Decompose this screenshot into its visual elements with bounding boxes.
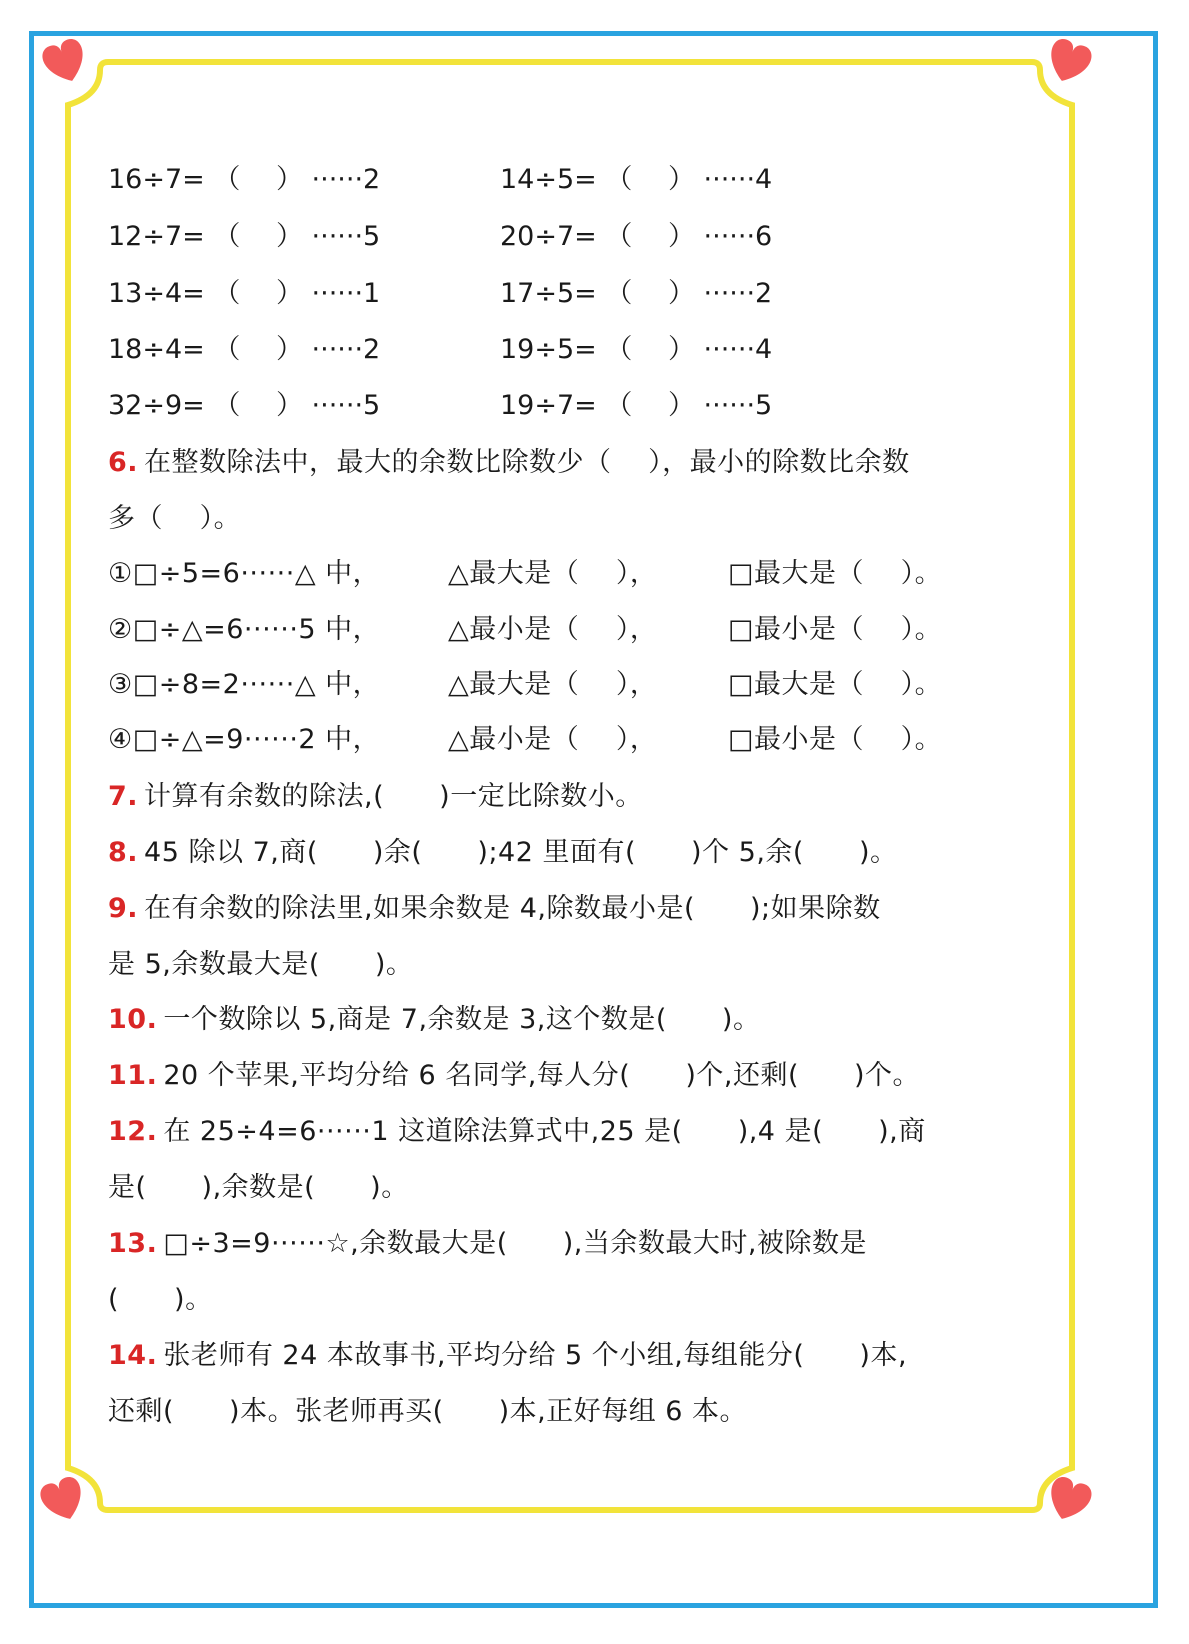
question-text: □÷3=9······☆,余数最大是( ),当余数最大时,被除数是 (163, 1228, 867, 1259)
equation-left-4: 18÷4= （ ） ······2 (108, 334, 381, 365)
equation-right-5: 19÷7= （ ） ······5 (500, 390, 773, 421)
question-text: 张老师有 24 本故事书,平均分给 5 个小组,每组能分( )本, (163, 1340, 908, 1371)
question-10 (108, 1004, 760, 1036)
sub-answer-b: □最小是（ ）。 (728, 724, 943, 755)
question-number: 14. (108, 1340, 158, 1371)
equation-left-1: 16÷7= （ ） ······2 (108, 164, 381, 195)
question-13-line-2: ( )。 (108, 1284, 213, 1315)
question-text: 在 25÷4=6······1 这道除法算式中,25 是( ),4 是( ),商 (163, 1116, 926, 1147)
sub-answer-a: △最大是（ ）， (448, 669, 658, 700)
question-11 (108, 1060, 920, 1092)
sub-expression: ①□÷5=6······△ 中， (108, 558, 381, 589)
question-text: 在有余数的除法里,如果余数是 4,除数最小是( );如果除数 (144, 893, 881, 924)
question-text: 45 除以 7,商( )余( );42 里面有( )个 5,余( )。 (144, 837, 898, 868)
question-number: 7. (108, 781, 139, 812)
question-number: 11. (108, 1060, 158, 1091)
question-13-line-1 (108, 1228, 867, 1260)
sub-answer-b: □最大是（ ）。 (728, 669, 943, 700)
question-text: 一个数除以 5,商是 7,余数是 3,这个数是( )。 (163, 1004, 761, 1035)
question-number: 12. (108, 1116, 158, 1147)
question-number: 9. (108, 893, 139, 924)
sub-answer-a: △最小是（ ）， (448, 724, 658, 755)
question-9-line-1 (108, 893, 881, 925)
sub-answer-a: △最大是（ ）， (448, 558, 658, 589)
equation-left-5: 32÷9= （ ） ······5 (108, 390, 381, 421)
question-number: 10. (108, 1004, 158, 1035)
question-6-line-1 (108, 447, 910, 479)
sub-answer-b: □最大是（ ）。 (728, 558, 943, 589)
sub-expression: ④□÷△=9······2 中， (108, 724, 381, 755)
question-7 (108, 781, 643, 813)
equation-right-3: 17÷5= （ ） ······2 (500, 278, 773, 309)
equation-left-2: 12÷7= （ ） ······5 (108, 221, 381, 252)
sub-expression: ③□÷8=2······△ 中， (108, 669, 381, 700)
question-text: 20 个苹果,平均分给 6 名同学,每人分( )个,还剩( )个。 (163, 1060, 921, 1091)
question-6-sub-4 (108, 724, 942, 756)
equation-left-3: 13÷4= （ ） ······1 (108, 278, 381, 309)
question-6-sub-2 (108, 614, 942, 646)
question-9-line-2: 是 5,余数最大是( )。 (108, 949, 414, 980)
question-number: 8. (108, 837, 139, 868)
question-12-line-2: 是( ),余数是( )。 (108, 1172, 409, 1203)
question-text: 在整数除法中，最大的余数比除数少（ ），最小的除数比余数 (144, 447, 910, 478)
question-number: 6. (108, 447, 139, 478)
sub-expression: ②□÷△=6······5 中， (108, 614, 381, 645)
question-6-sub-1 (108, 558, 942, 590)
equation-right-1: 14÷5= （ ） ······4 (500, 164, 773, 195)
sub-answer-b: □最小是（ ）。 (728, 614, 943, 645)
question-8 (108, 837, 897, 869)
equation-right-4: 19÷5= （ ） ······4 (500, 334, 773, 365)
question-14-line-1 (108, 1340, 907, 1372)
question-number: 13. (108, 1228, 158, 1259)
question-12-line-1 (108, 1116, 926, 1148)
question-6-sub-3 (108, 669, 942, 701)
sub-answer-a: △最小是（ ）， (448, 614, 658, 645)
question-14-line-2: 还剩( )本。张老师再买( )本,正好每组 6 本。 (108, 1396, 748, 1427)
question-6-line-2: 多（ ）。 (108, 503, 242, 534)
question-text: 计算有余数的除法,( )一定比除数小。 (144, 781, 643, 812)
equation-right-2: 20÷7= （ ） ······6 (500, 221, 773, 252)
